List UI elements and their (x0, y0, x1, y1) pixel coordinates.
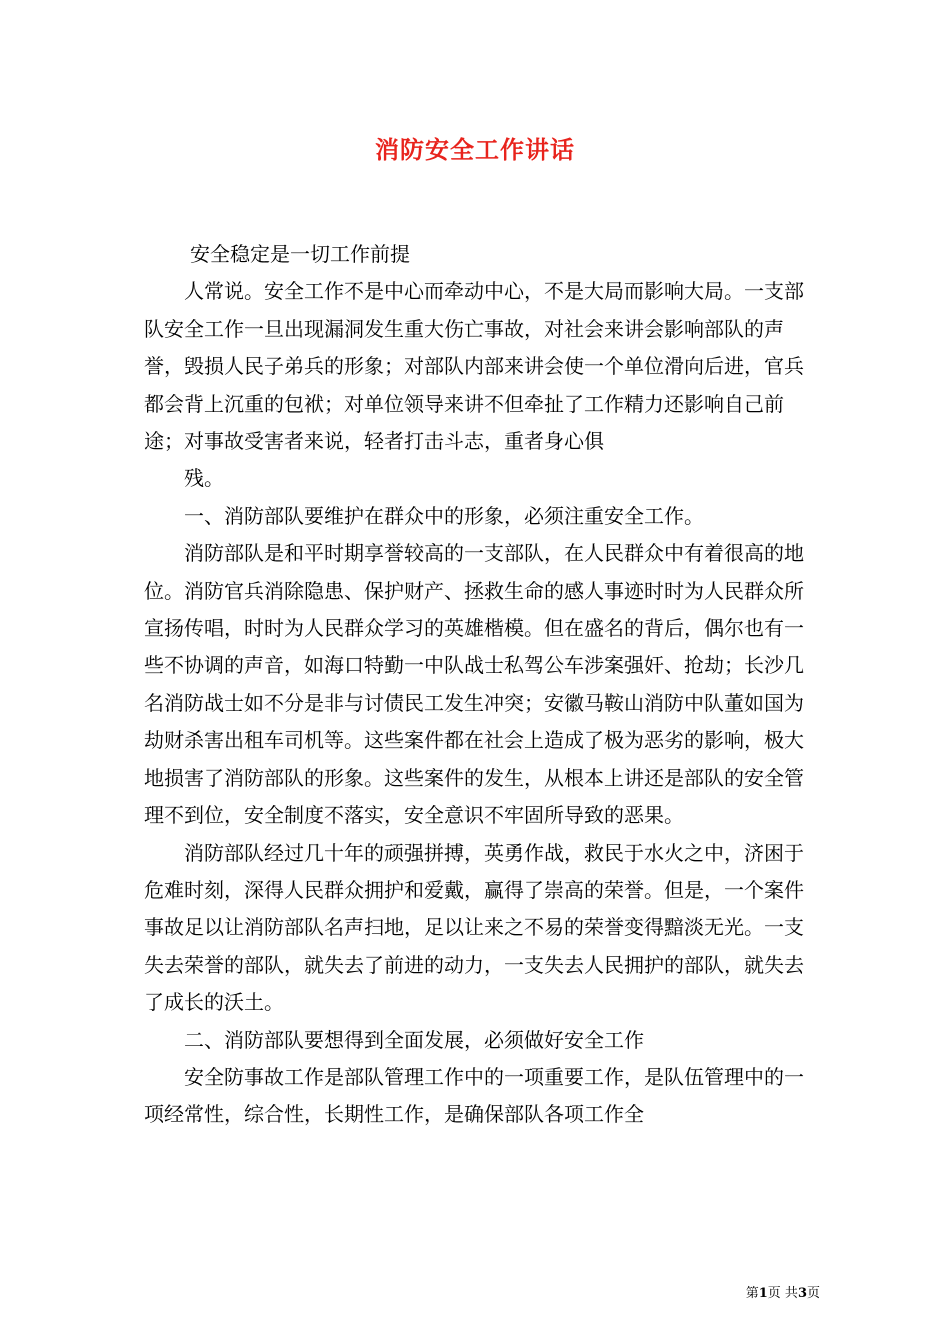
paragraph: 安全防事故工作是部队管理工作中的一项重要工作，是队伍管理中的一项经常性，综合性，长期性工作，是确保部队各项工作全 (144, 1064, 804, 1127)
current-page-number: 1 (758, 1286, 768, 1301)
paragraph: 残。 (184, 466, 224, 491)
document-body (144, 236, 810, 1134)
section-heading-2: 二、消防部队要想得到全面发展，必须做好安全工作 (184, 1027, 644, 1052)
footer-middle: 页 共 (767, 1286, 798, 1301)
footer-suffix: 页 (806, 1286, 820, 1301)
paragraph-intro: 安全稳定是一切工作前提 (190, 242, 410, 266)
section-heading-1: 一、消防部队要维护在群众中的形象，必须注重安全工作。 (184, 503, 704, 528)
paragraph: 人常说。安全工作不是中心而牵动中心，不是大局而影响大局。一支部队安全工作一旦出现漏洞发生重大伤亡事故，对社会来讲会影响部队的声誉，毁损人民子弟兵的形象；对部队内部来讲会使一个单位滑向后进，官兵都会背上沉重的包袱；对单位领导来讲不但牵扯了工作精力还影响自己前途；对事故受害者来说，轻者打击斗志，重者身心俱 (144, 279, 804, 454)
paragraph: 消防部队是和平时期享誉较高的一支部队，在人民群众中有着很高的地位。消防官兵消除隐患、保护财产、拯救生命的感人事迹时时为人民群众所宣扬传唱，时时为人民群众学习的英雄楷模。但在盛名的背后，偶尔也有一些不协调的声音，如海口特勤一中队战士私驾公车涉案强奸、抢劫；长沙几名消防战士如不分是非与讨债民工发生冲突；安徽马鞍山消防中队董如国为劫财杀害出租车司机等。这些案件都在社会上造成了极为恶劣的影响，极大地损害了消防部队的形象。这些案件的发生，从根本上讲还是部队的安全管理不到位，安全制度不落实，安全意识不牢固所导致的恶果。 (144, 541, 804, 828)
document-title: 消防安全工作讲话 (375, 135, 575, 164)
total-page-number: 3 (797, 1286, 807, 1301)
footer-prefix: 第 (745, 1286, 759, 1301)
page-number-footer (700, 1282, 820, 1301)
paragraph: 消防部队经过几十年的顽强拼搏，英勇作战，救民于水火之中，济困于危难时刻，深得人民群众拥护和爱戴，赢得了崇高的荣誉。但是，一个案件事故足以让消防部队名声扫地，足以让来之不易的荣誉变得黯淡无光。一支失去荣誉的部队，就失去了前进的动力，一支失去人民拥护的部队，就失去了成长的沃土。 (144, 840, 804, 1015)
